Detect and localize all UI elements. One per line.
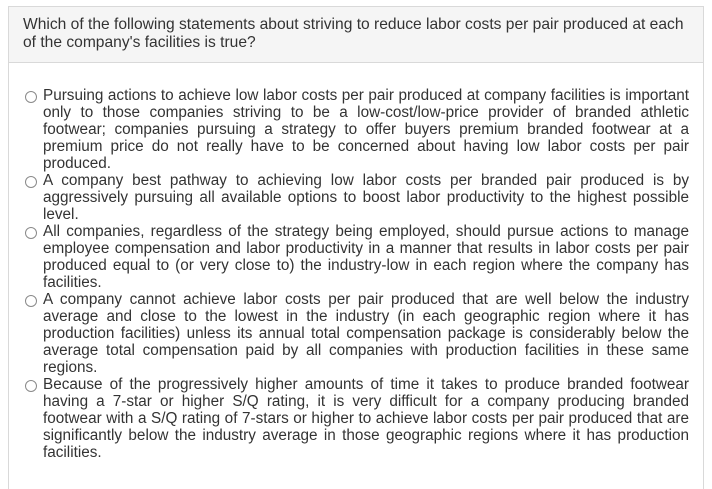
radio-button-2[interactable] xyxy=(25,176,37,188)
answer-option-2-label: A company best pathway to achieving low labor costs per branded pair produced is by aggressively pursuing all available options to boost labor productivity to the highest possible level. xyxy=(43,172,689,223)
answer-option-4[interactable] xyxy=(25,291,689,376)
radio-button-1[interactable] xyxy=(25,91,37,103)
answer-option-2[interactable] xyxy=(25,172,689,223)
question-header xyxy=(9,7,703,63)
answer-options xyxy=(9,63,703,461)
answer-option-5-label: Because of the progressively higher amounts of time it takes to produce branded footwear having a 7-star or higher S/Q rating, it is very difficult for a company producing branded footwear with a S/Q rating of 7-stars or higher to achieve labor costs per pair produced that are significantly below the industry average in those geographic regions where it has production facilities. xyxy=(43,376,689,461)
question-text: Which of the following statements about striving to reduce labor costs per pair produced at each of the company's facilities is true? xyxy=(23,16,684,51)
answer-option-1[interactable] xyxy=(25,87,689,172)
radio-button-5[interactable] xyxy=(25,380,37,392)
question-card xyxy=(8,6,704,489)
answer-option-3-label: All companies, regardless of the strategy being employed, should pursue actions to manage employee compensation and labor productivity in a manner that results in labor costs per pair produced equal to (or very close to) the industry-low in each region where the company has facilities. xyxy=(43,223,689,291)
radio-button-3[interactable] xyxy=(25,227,37,239)
answer-option-1-label: Pursuing actions to achieve low labor costs per pair produced at company facilities is important only to those companies striving to be a low-cost/low-price provider of branded athletic footwear; companies pursuing a strategy to offer buyers premium branded footwear at a premium price do not really have to be concerned about having low labor costs per pair produced. xyxy=(43,87,689,172)
answer-option-3[interactable] xyxy=(25,223,689,291)
radio-button-4[interactable] xyxy=(25,295,37,307)
answer-option-4-label: A company cannot achieve labor costs per pair produced that are well below the industry average and close to the lowest in the industry (in each geographic region where it has production facilities) unless its annual total compensation package is considerably below the average total compensation paid by all companies with production facilities in these same regions. xyxy=(43,291,689,376)
answer-option-5[interactable] xyxy=(25,376,689,461)
